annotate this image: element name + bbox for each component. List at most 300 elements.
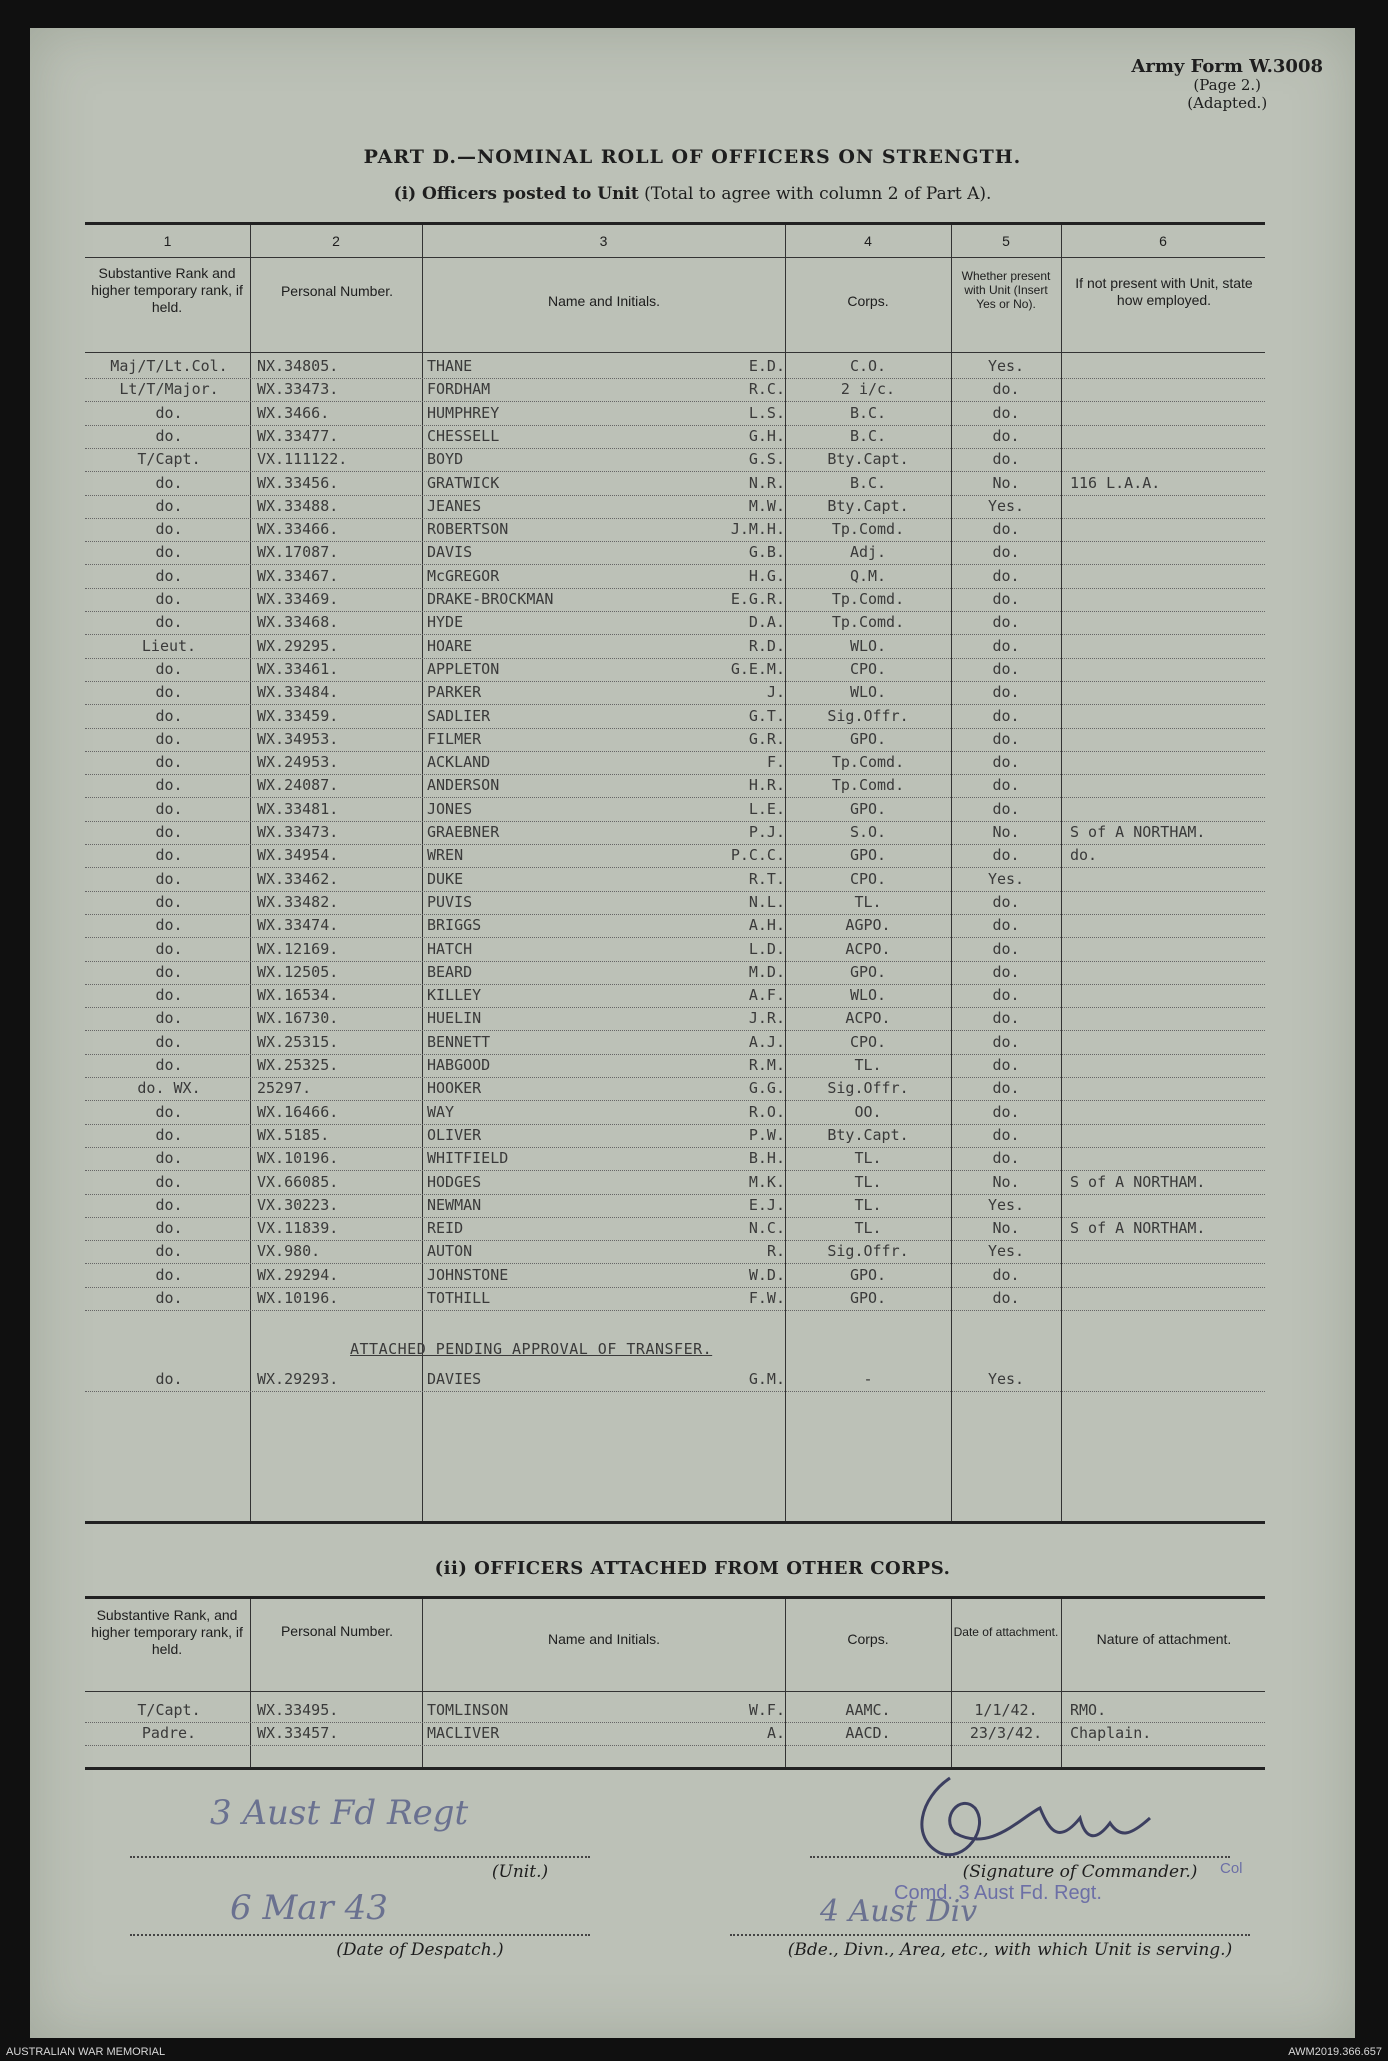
name-cell: FILMER	[427, 729, 482, 748]
corps-cell: Tp.Comd.	[831, 590, 905, 608]
present-cell: do.	[992, 1149, 1020, 1168]
table-row	[85, 961, 1265, 985]
present-cell: Yes.	[987, 1242, 1025, 1261]
employment-cell: S of A NORTHAM.	[1070, 1219, 1206, 1238]
corps-cell: TL.	[854, 1056, 882, 1074]
name-cell: ANDERSON	[427, 776, 500, 795]
corps-cell: AACD.	[845, 1724, 891, 1742]
name-cell: DAVIES	[427, 1370, 482, 1388]
officers-attached-table	[85, 1596, 1265, 1770]
table-row	[85, 1240, 1265, 1264]
present-cell: do.	[992, 1125, 1020, 1144]
present-cell: do.	[992, 753, 1020, 772]
rank-cell: do.	[155, 590, 183, 608]
name-cell: ACKLAND	[427, 753, 491, 772]
personal-number-cell: WX.33473.	[257, 823, 339, 841]
table-row	[85, 425, 1265, 449]
table-row	[85, 495, 1265, 519]
personal-number-cell: WX.33481.	[257, 799, 339, 818]
personal-number-cell: WX.33495.	[257, 1701, 339, 1719]
corps-cell: TL.	[854, 1219, 882, 1238]
corps-cell: WLO.	[849, 636, 887, 655]
name-cell: MACLIVER	[427, 1724, 500, 1742]
personal-number-cell: VX.30223.	[257, 1195, 339, 1214]
initials-cell: F.W.	[748, 1289, 785, 1307]
rank-cell: do.	[155, 1125, 183, 1144]
rank-cell: do.	[155, 1195, 183, 1214]
rank-cell: do.	[155, 776, 183, 795]
present-cell: do.	[992, 613, 1020, 632]
present-cell: do.	[992, 520, 1020, 539]
initials-cell: L.D.	[748, 939, 785, 958]
header-name: Name and Initials.	[547, 293, 661, 309]
name-cell: FORDHAM	[427, 380, 491, 399]
column-number: 4	[864, 233, 872, 249]
corps-cell: Tp.Comd.	[831, 753, 905, 772]
form-name: Army Form W.3008	[1131, 56, 1323, 77]
initials-cell: R.C.	[748, 380, 785, 399]
name-cell: THANE	[427, 357, 473, 375]
personal-number-cell: WX.33466.	[257, 520, 339, 539]
initials-cell: R.M.	[748, 1056, 785, 1074]
present-cell: do.	[992, 683, 1020, 702]
formation-handwriting: 4 Aust Div	[820, 1894, 978, 1929]
table-row	[85, 821, 1265, 845]
attached-pending-note: ATTACHED PENDING APPROVAL OF TRANSFER.	[350, 1340, 713, 1358]
header-rule	[85, 352, 1265, 353]
table-row	[85, 518, 1265, 542]
initials-cell: J.R.	[748, 1009, 785, 1028]
header-rank: Substantive Rank and higher temporary rank, if held.	[91, 265, 243, 315]
corps-cell: TL.	[854, 892, 882, 911]
table-row	[85, 588, 1265, 612]
name-cell: JOHNSTONE	[427, 1265, 509, 1284]
name-cell: DRAKE-BROCKMAN	[427, 590, 554, 608]
table-row	[85, 402, 1265, 426]
initials-cell: M.D.	[748, 962, 785, 981]
initials-cell: L.S.	[748, 403, 785, 422]
table-row	[85, 355, 1265, 379]
table-row	[85, 1147, 1265, 1171]
initials-cell: W.D.	[748, 1265, 785, 1284]
rank-cell: do.	[155, 1056, 183, 1074]
page-subtitle	[30, 184, 1355, 204]
name-cell: DAVIS	[427, 543, 473, 562]
corps-cell: AGPO.	[845, 916, 891, 935]
name-cell: KILLEY	[427, 986, 482, 1005]
rank-cell: do.	[155, 1242, 183, 1261]
personal-number-cell: VX.111122.	[257, 450, 348, 469]
table-row	[85, 1699, 1265, 1723]
corps-cell: B.C.	[849, 403, 887, 422]
personal-number-cell: WX.12169.	[257, 939, 339, 958]
present-cell: do.	[992, 729, 1020, 748]
table-row	[85, 774, 1265, 798]
initials-cell: G.E.M.	[730, 659, 785, 678]
header-nature: Nature of attachment.	[1096, 1631, 1232, 1647]
corps-cell: TL.	[854, 1172, 882, 1191]
corps-cell: AAMC.	[845, 1701, 891, 1719]
corps-cell: Bty.Capt.	[827, 496, 909, 515]
initials-cell: A.F.	[748, 986, 785, 1005]
corps-cell: CPO.	[849, 659, 887, 678]
rank-cell: do.	[155, 520, 183, 539]
date-handwriting: 6 Mar 43	[230, 1888, 388, 1928]
present-cell: do.	[992, 450, 1020, 469]
table-row	[85, 1217, 1265, 1241]
personal-number-cell: WX.33462.	[257, 869, 339, 888]
table-row	[85, 635, 1265, 659]
name-cell: BENNETT	[427, 1032, 491, 1051]
employment-cell: S of A NORTHAM.	[1070, 823, 1206, 841]
personal-number-cell: WX.29294.	[257, 1265, 339, 1284]
rank-cell: do.	[155, 1219, 183, 1238]
present-cell: Yes.	[987, 869, 1025, 888]
rank-cell: do.	[155, 1172, 183, 1191]
present-cell: do.	[992, 706, 1020, 725]
corps-cell: CPO.	[849, 869, 887, 888]
present-cell: Yes.	[987, 1195, 1025, 1214]
employment-cell: 116 L.A.A.	[1070, 473, 1161, 492]
nature-cell: RMO.	[1070, 1701, 1107, 1719]
corps-cell: GPO.	[849, 1265, 887, 1284]
initials-cell: E.J.	[748, 1195, 785, 1214]
corps-cell: ACPO.	[845, 939, 891, 958]
initials-cell: L.E.	[748, 799, 785, 818]
corps-cell: Sig.Offr.	[827, 706, 909, 725]
date-cell: 1/1/42.	[974, 1701, 1038, 1719]
personal-number-cell: WX.10196.	[257, 1289, 339, 1307]
initials-cell: A.	[766, 1724, 785, 1742]
present-cell: do.	[992, 659, 1020, 678]
rank-cell: T/Capt.	[137, 450, 201, 469]
personal-number-cell: WX.33477.	[257, 426, 339, 445]
personal-number-cell: WX.33469.	[257, 590, 339, 608]
initials-cell: G.S.	[748, 450, 785, 469]
name-cell: DUKE	[427, 869, 464, 888]
present-cell: do.	[992, 1056, 1020, 1074]
name-cell: CHESSELL	[427, 426, 500, 445]
present-cell: do.	[992, 962, 1020, 981]
corps-cell: ACPO.	[845, 1009, 891, 1028]
corps-cell: 2 i/c.	[840, 380, 896, 399]
personal-number-cell: WX.16730.	[257, 1009, 339, 1028]
table-row	[85, 984, 1265, 1008]
name-cell: HUELIN	[427, 1009, 482, 1028]
present-cell: do.	[992, 799, 1020, 818]
rank-cell: T/Capt.	[137, 1701, 201, 1719]
date-cell: 23/3/42.	[969, 1724, 1043, 1742]
present-cell: Yes.	[987, 496, 1025, 515]
table-row	[85, 1007, 1265, 1031]
present-cell: do.	[992, 846, 1020, 865]
initials-cell: R.O.	[748, 1102, 785, 1121]
name-cell: WREN	[427, 846, 464, 865]
rank-cell: do.	[155, 496, 183, 515]
corps-cell: B.C.	[849, 473, 887, 492]
name-cell: BOYD	[427, 450, 464, 469]
corps-cell: TL.	[854, 1195, 882, 1214]
corps-cell: B.C.	[849, 426, 887, 445]
dotted-line	[810, 1856, 1230, 1858]
personal-number-cell: WX.33482.	[257, 892, 339, 911]
name-cell: BEARD	[427, 962, 473, 981]
header-corps: Corps.	[847, 1631, 889, 1647]
table-row	[85, 611, 1265, 635]
personal-number-cell: WX.29293.	[257, 1370, 339, 1388]
header-rank: Substantive Rank, and higher temporary rank, if held.	[91, 1607, 243, 1657]
table-row	[85, 541, 1265, 565]
personal-number-cell: WX.25325.	[257, 1056, 339, 1074]
employment-cell: S of A NORTHAM.	[1070, 1172, 1206, 1191]
table-row	[85, 1031, 1265, 1055]
initials-cell: G.M.	[748, 1370, 785, 1388]
corps-cell: Tp.Comd.	[831, 613, 905, 632]
present-cell: do.	[992, 892, 1020, 911]
initials-cell: G.T.	[748, 706, 785, 725]
name-cell: HUMPHREY	[427, 403, 500, 422]
present-cell: do.	[992, 403, 1020, 422]
personal-number-cell: WX.10196.	[257, 1149, 339, 1168]
initials-cell: G.B.	[748, 543, 785, 562]
corps-cell: GPO.	[849, 729, 887, 748]
personal-number-cell: WX.33474.	[257, 916, 339, 935]
table-row	[85, 914, 1265, 938]
initials-cell: E.G.R.	[730, 590, 785, 608]
table-row	[85, 705, 1265, 729]
table-row	[85, 681, 1265, 705]
corps-cell: Q.M.	[849, 566, 887, 585]
commander-signature	[880, 1758, 1180, 1868]
corps-cell: GPO.	[849, 846, 887, 865]
rank-cell: do.	[155, 986, 183, 1005]
header-name: Name and Initials.	[547, 1631, 661, 1647]
name-cell: REID	[427, 1219, 464, 1238]
initials-cell: N.R.	[748, 473, 785, 492]
corps-cell: Sig.Offr.	[827, 1242, 909, 1261]
name-cell: WAY	[427, 1102, 455, 1121]
credit-right: AWM2019.366.657	[1288, 2046, 1382, 2058]
corps-cell: GPO.	[849, 1289, 887, 1307]
name-cell: HOOKER	[427, 1079, 482, 1098]
dotted-line	[130, 1856, 590, 1858]
initials-cell: G.H.	[748, 426, 785, 445]
rank-cell: do.	[155, 1102, 183, 1121]
rank-cell: Lieut.	[141, 636, 197, 655]
initials-cell: P.J.	[748, 823, 785, 841]
header-personal-number: Personal Number.	[280, 1623, 394, 1639]
present-cell: do.	[992, 426, 1020, 445]
personal-number-cell: WX.33457.	[257, 1724, 339, 1742]
rank-cell: do.	[155, 799, 183, 818]
table-row	[85, 1101, 1265, 1125]
initials-cell: D.A.	[748, 613, 785, 632]
corps-cell: Sig.Offr.	[827, 1079, 909, 1098]
rank-cell: do.	[155, 729, 183, 748]
personal-number-cell: WX.12505.	[257, 962, 339, 981]
form-identifier	[1131, 58, 1323, 112]
rank-cell: do.	[155, 962, 183, 981]
initials-cell: H.G.	[748, 566, 785, 585]
header-present: Whether present with Unit (Insert Yes or No).	[961, 269, 1051, 311]
table-row	[85, 1077, 1265, 1101]
initials-cell: A.J.	[748, 1032, 785, 1051]
name-cell: BRIGGS	[427, 916, 482, 935]
name-cell: HODGES	[427, 1172, 482, 1191]
present-cell: do.	[992, 776, 1020, 795]
initials-cell: M.K.	[748, 1172, 785, 1191]
name-cell: ROBERTSON	[427, 520, 509, 539]
rank-cell: do.	[155, 1265, 183, 1284]
corps-cell: TL.	[854, 1149, 882, 1168]
rank-cell: do.	[155, 892, 183, 911]
table-row	[85, 565, 1265, 589]
table-row	[85, 1722, 1265, 1746]
personal-number-cell: WX.5185.	[257, 1125, 330, 1144]
present-cell: Yes.	[987, 357, 1025, 375]
present-cell: do.	[992, 380, 1020, 399]
corps-cell: GPO.	[849, 962, 887, 981]
rank-cell: do.	[155, 683, 183, 702]
personal-number-cell: NX.34805.	[257, 357, 339, 375]
rank-cell: do. WX.	[137, 1079, 201, 1098]
table-row	[85, 1124, 1265, 1148]
initials-cell: E.D.	[748, 357, 785, 375]
rank-cell: Padre.	[141, 1724, 197, 1742]
table-row	[85, 472, 1265, 496]
initials-cell: G.R.	[748, 729, 785, 748]
table-row	[85, 728, 1265, 752]
corps-cell: C.O.	[849, 357, 887, 375]
present-cell: do.	[992, 1009, 1020, 1028]
personal-number-cell: VX.11839.	[257, 1219, 339, 1238]
date-label: (Date of Despatch.)	[336, 1940, 504, 1960]
corps-cell: -	[863, 1370, 873, 1388]
present-cell: do.	[992, 590, 1020, 608]
rank-cell: Maj/T/Lt.Col.	[110, 357, 228, 375]
personal-number-cell: WX.33456.	[257, 473, 339, 492]
column-number: 6	[1159, 233, 1167, 249]
name-cell: JONES	[427, 799, 473, 818]
personal-number-cell: WX.33484.	[257, 683, 339, 702]
initials-cell: J.	[766, 683, 785, 702]
name-cell: PUVIS	[427, 892, 473, 911]
personal-number-cell: WX.29295.	[257, 636, 339, 655]
personal-number-cell: WX.25315.	[257, 1032, 339, 1051]
corps-cell: CPO.	[849, 1032, 887, 1051]
personal-number-cell: 25297.	[257, 1079, 312, 1098]
name-cell: AUTON	[427, 1242, 473, 1261]
present-cell: No.	[992, 1219, 1020, 1238]
rank-cell: do.	[155, 566, 183, 585]
table-row	[85, 1171, 1265, 1195]
initials-cell: M.W.	[748, 496, 785, 515]
present-cell: do.	[992, 1265, 1020, 1284]
name-cell: HABGOOD	[427, 1056, 491, 1074]
unit-handwriting: 3 Aust Fd Regt	[210, 1793, 469, 1833]
rank-cell: do.	[155, 846, 183, 865]
personal-number-cell: WX.33467.	[257, 566, 339, 585]
personal-number-cell: WX.24953.	[257, 753, 339, 772]
present-cell: do.	[992, 1102, 1020, 1121]
table-row	[85, 378, 1265, 402]
table-row	[85, 938, 1265, 962]
corps-cell: OO.	[854, 1102, 882, 1121]
table-row	[85, 1287, 1265, 1311]
initials-cell: R.D.	[748, 636, 785, 655]
present-cell: No.	[992, 1172, 1020, 1191]
personal-number-cell: WX.33468.	[257, 613, 339, 632]
rank-cell: do.	[155, 1032, 183, 1051]
rank-cell: do.	[155, 869, 183, 888]
corps-cell: Bty.Capt.	[827, 1125, 909, 1144]
corps-cell: Adj.	[849, 543, 887, 562]
name-cell: SADLIER	[427, 706, 491, 725]
table-row	[85, 844, 1265, 868]
name-cell: WHITFIELD	[427, 1149, 509, 1168]
header-corps: Corps.	[847, 293, 889, 309]
name-cell: HOARE	[427, 636, 473, 655]
table-row	[85, 1368, 1265, 1392]
officers-posted-table	[85, 222, 1265, 1524]
column-number: 2	[332, 233, 340, 249]
column-number-row	[85, 225, 1265, 258]
personal-number-cell: WX.24087.	[257, 776, 339, 795]
table-row	[85, 1054, 1265, 1078]
rank-cell: do.	[155, 426, 183, 445]
personal-number-cell: WX.17087.	[257, 543, 339, 562]
initials-cell: J.M.H.	[730, 520, 785, 539]
present-cell: do.	[992, 543, 1020, 562]
table-row	[85, 1264, 1265, 1288]
initials-cell: W.F.	[748, 1701, 785, 1719]
rank-cell: do.	[155, 823, 183, 841]
present-cell: do.	[992, 1032, 1020, 1051]
name-cell: GRATWICK	[427, 473, 500, 492]
corps-cell: Tp.Comd.	[831, 520, 905, 539]
present-cell: do.	[992, 939, 1020, 958]
corps-cell: Bty.Capt.	[827, 450, 909, 469]
rank-cell: do.	[155, 659, 183, 678]
name-cell: GRAEBNER	[427, 823, 500, 841]
initials-cell: P.C.C.	[730, 846, 785, 865]
employment-cell: do.	[1070, 846, 1098, 865]
section2-title: (ii) OFFICERS ATTACHED FROM OTHER CORPS.	[434, 1558, 951, 1579]
present-cell: do.	[992, 636, 1020, 655]
present-cell: do.	[992, 1079, 1020, 1098]
rank-cell: do.	[155, 753, 183, 772]
name-cell: HYDE	[427, 613, 464, 632]
form-adapted: (Adapted.)	[1187, 94, 1268, 112]
form-sheet	[30, 28, 1355, 2038]
personal-number-cell: WX.33459.	[257, 706, 339, 725]
name-cell: TOMLINSON	[427, 1701, 509, 1719]
table-row	[85, 448, 1265, 472]
subtitle-rest: (Total to agree with column 2 of Part A).	[638, 184, 992, 204]
present-cell: do.	[992, 1289, 1020, 1307]
corps-cell: Tp.Comd.	[831, 776, 905, 795]
initials-cell: P.W.	[748, 1125, 785, 1144]
personal-number-cell: WX.34953.	[257, 729, 339, 748]
initials-cell: F.	[766, 753, 785, 772]
rank-cell: do.	[155, 403, 183, 422]
rank-cell: do.	[155, 1289, 183, 1307]
initials-cell: R.	[766, 1242, 785, 1261]
header-rule	[85, 1691, 1265, 1692]
initials-cell: H.R.	[748, 776, 785, 795]
initials-cell: G.G.	[748, 1079, 785, 1098]
nature-cell: Chaplain.	[1070, 1724, 1152, 1742]
